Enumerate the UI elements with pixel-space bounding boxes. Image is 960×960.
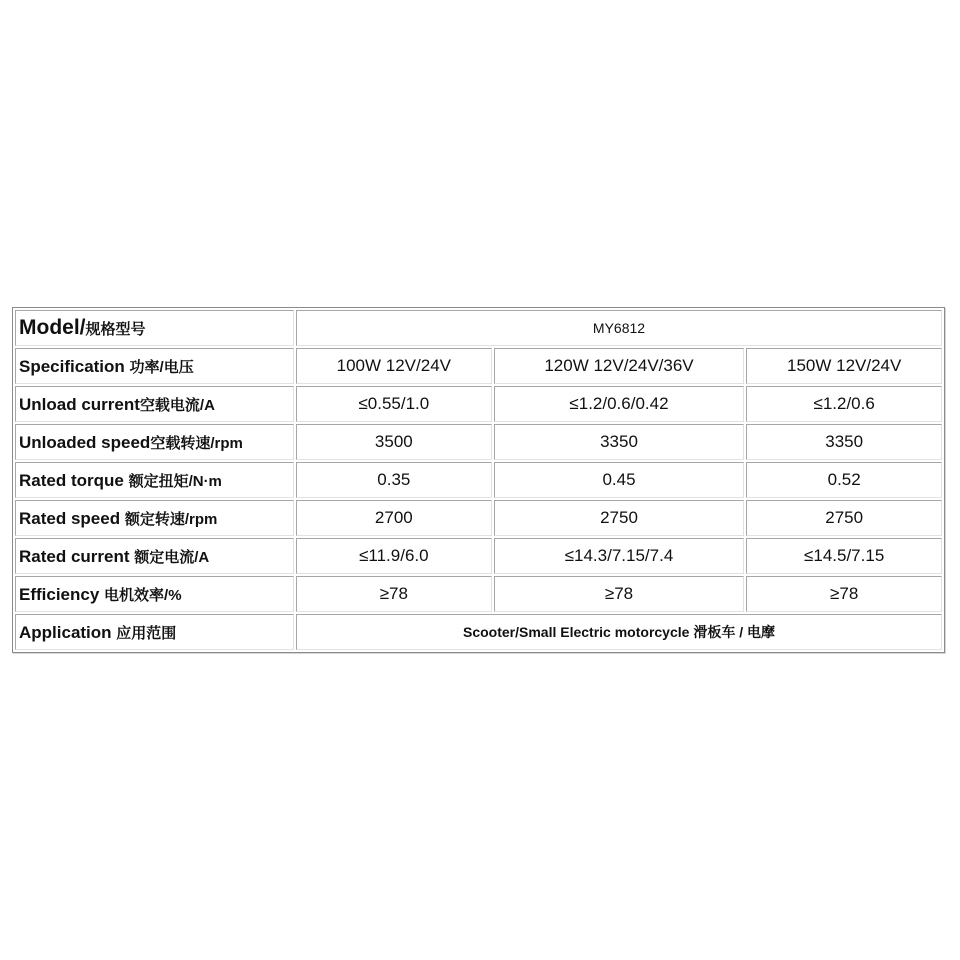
row-label-cn: 电机效率/% [104,586,182,604]
table-cell: 0.52 [746,462,942,498]
row-label-cell [15,500,294,536]
table-row-unload-current [15,386,942,422]
model-label: Model/ [19,316,86,339]
application-label: Application [19,622,117,642]
row-label: Rated current [19,546,135,566]
application-label-cell [15,614,294,650]
table-row-rated-current [15,538,942,574]
table-cell: ≤1.2/0.6/0.42 [494,386,745,422]
table-cell: 2700 [296,500,492,536]
spec-value-100w: 100W 12V/24V [296,348,492,384]
table-cell: 2750 [746,500,942,536]
table-cell: ≥78 [746,576,942,612]
table-cell: ≥78 [494,576,745,612]
row-label-cell [15,348,294,384]
table-cell: 0.35 [296,462,492,498]
table-row-rated-speed [15,500,942,536]
table-row-rated-torque [15,462,942,498]
row-label-cell [15,424,294,460]
table-cell: 3350 [746,424,942,460]
row-label: Specification [19,356,130,376]
table-row-specification [15,348,942,384]
table-cell: 3500 [296,424,492,460]
table-cell: ≥78 [296,576,492,612]
row-label-cn: 空载电流/A [139,396,215,414]
application-label-cn: 应用范围 [116,624,177,642]
row-label-cn: 空载转速/rpm [150,434,243,452]
row-label-cell [15,462,294,498]
row-label: Efficiency [19,584,105,604]
row-label: Rated speed [19,508,125,528]
model-value: MY6812 [296,310,942,346]
row-label-cell [15,386,294,422]
table-row-model [15,310,942,346]
motor-spec-table [12,307,945,653]
row-label-cell [15,576,294,612]
spec-value-150w: 150W 12V/24V [746,348,942,384]
table-cell: ≤14.5/7.15 [746,538,942,574]
application-value: Scooter/Small Electric motorcycle 滑板车 / 电摩 [296,614,942,650]
row-label-cell [15,538,294,574]
row-label-cn: 功率/电压 [129,358,194,376]
table-row-application [15,614,942,650]
table-row-unloaded-speed [15,424,942,460]
row-label-cn: 额定扭矩/N·m [128,472,222,490]
model-label-cell [15,310,294,346]
row-label: Unload current [19,394,140,414]
table-cell: 0.45 [494,462,745,498]
spec-value-120w: 120W 12V/24V/36V [494,348,745,384]
table-cell: ≤1.2/0.6 [746,386,942,422]
table-cell: ≤0.55/1.0 [296,386,492,422]
table-cell: ≤14.3/7.15/7.4 [494,538,745,574]
table-row-efficiency [15,576,942,612]
row-label: Unloaded speed [19,432,151,452]
row-label: Rated torque [19,470,129,490]
table-cell: 2750 [494,500,745,536]
table-cell: 3350 [494,424,745,460]
row-label-cn: 额定电流/A [134,548,210,566]
model-label-cn: 规格型号 [85,321,146,338]
table-cell: ≤11.9/6.0 [296,538,492,574]
row-label-cn: 额定转速/rpm [124,510,218,528]
